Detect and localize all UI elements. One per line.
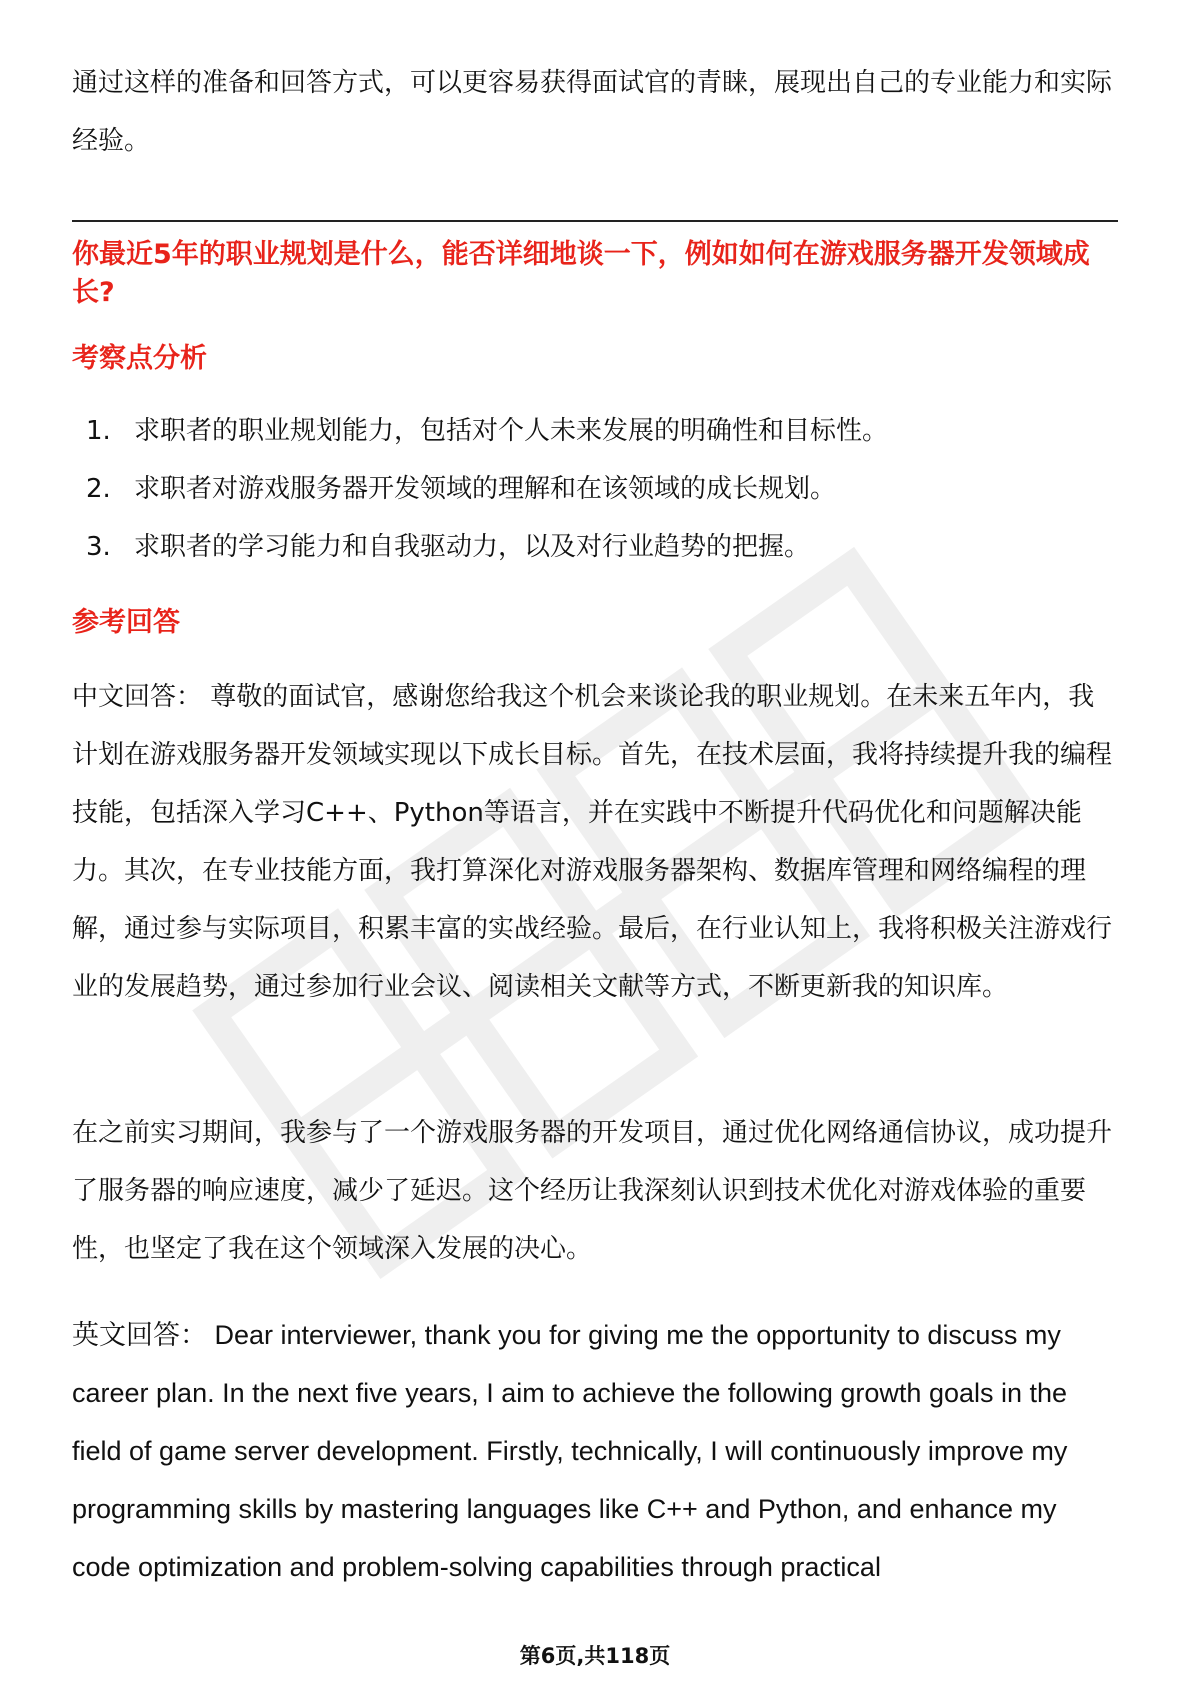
- analysis-heading: 考察点分析: [72, 343, 207, 374]
- intro-paragraph: 通过这样的准备和回答方式，可以更容易获得面试官的青睐，展现出自己的专业能力和实际经验。: [72, 68, 1113, 156]
- answer-heading: 参考回答: [72, 607, 180, 638]
- chinese-answer-paragraph: 中文回答： 尊敬的面试官，感谢您给我这个机会来谈论我的职业规划。在未来五年内，我计划在游戏服务器开发领域实现以下成长目标。首先，在技术层面，我将持续提升我的编程技能，包括深入学习C++、Python等语言，并在实践中不断提升代码优化和问题解决能力。其次，在专业技能方面，我打算深化对游戏服务器架构、数据库管理和网络编程的理解，通过参与实际项目，积累丰富的实战经验。最后，在行业认知上，我将积极关注游戏行业的发展趋势，通过参加行业会议、阅读相关文献等方式，不断更新我的知识库。: [72, 682, 1113, 1002]
- list-item-text: 求职者对游戏服务器开发领域的理解和在该领域的成长规划。: [134, 474, 837, 504]
- internship-paragraph: 在之前实习期间，我参与了一个游戏服务器的开发项目，通过优化网络通信协议，成功提升了服务器的响应速度，减少了延迟。这个经历让我深刻认识到技术优化对游戏体验的重要性，也坚定了我在这个领域深入发展的决心。: [72, 1118, 1113, 1264]
- list-item: [72, 518, 1118, 576]
- list-item: [72, 460, 1118, 518]
- list-item-number: 2.: [86, 474, 111, 504]
- list-item: [72, 402, 1118, 460]
- list-item-text: 求职者的职业规划能力，包括对个人未来发展的明确性和目标性。: [134, 416, 889, 446]
- english-answer-paragraph: 英文回答： Dear interviewer, thank you for giving me the opportunity to discuss my career plan. In the next five years, I aim to achieve the following growth goals in the field of game server development. Firstly, technically, I will continuously improve my programming skills by mastering languages like C++ and Python, and enhance my code optimization and problem-solving capabilities through practical: [72, 1320, 1068, 1582]
- analysis-list: [72, 402, 1118, 576]
- list-item-number: 3.: [86, 532, 111, 562]
- list-item-number: 1.: [86, 416, 111, 446]
- section-divider: [72, 220, 1118, 222]
- question-title: 你最近5年的职业规划是什么，能否详细地谈一下，例如如何在游戏服务器开发领域成长?: [72, 239, 1090, 308]
- list-item-text: 求职者的学习能力和自我驱动力，以及对行业趋势的把握。: [134, 532, 811, 562]
- page-number: 第6页,共118页: [519, 1644, 671, 1668]
